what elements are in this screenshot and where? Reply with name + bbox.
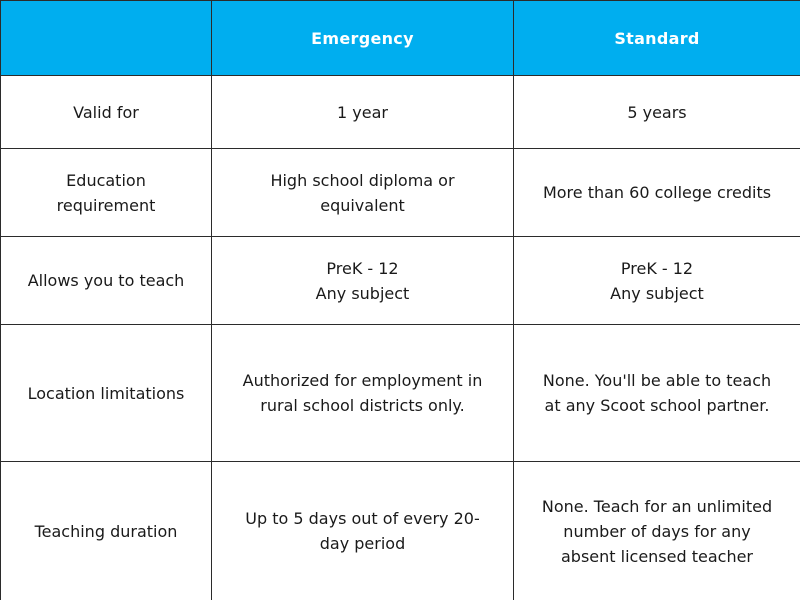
emergency-cell [212,76,514,149]
standard-text: absent licensed teacher [560,546,753,566]
row-label-text: Teaching duration [34,521,178,541]
header-emergency: Emergency [212,1,514,76]
standard-text: 5 years [627,102,687,122]
emergency-text: 1 year [337,102,388,122]
emergency-cell [212,237,514,325]
standard-cell [514,149,800,237]
row-label-text: Education [66,170,146,190]
emergency-text: High school diploma or [270,170,455,190]
row-label [1,325,212,462]
standard-text: None. Teach for an unlimited [541,496,773,516]
row-education-requirement [1,149,800,237]
row-location-limitations [1,325,800,462]
emergency-text: Any subject [315,283,410,303]
row-label-text: requirement [56,195,156,215]
standard-text: number of days for any [563,521,751,541]
emergency-text: PreK - 12 [326,258,399,278]
emergency-text: equivalent [320,195,405,215]
standard-cell [514,462,800,600]
emergency-text: Authorized for employment in [242,371,483,390]
row-label [1,149,212,237]
emergency-text: Up to 5 days out of every 20- [245,509,480,528]
standard-text: at any Scoot school partner. [544,396,770,415]
row-label [1,76,212,149]
standard-text: More than 60 college credits [542,183,772,202]
emergency-cell [212,462,514,600]
standard-cell [514,237,800,325]
row-label-text: Allows you to teach [27,271,185,290]
row-valid-for [1,76,800,149]
header-standard: Standard [514,1,800,76]
row-label-text: Valid for [73,102,139,122]
standard-text: PreK - 12 [620,258,694,278]
emergency-text: day period [319,534,406,553]
row-label-text: Location limitations [27,383,185,403]
row-label [1,462,212,600]
standard-cell [514,325,800,462]
emergency-cell [212,325,514,462]
emergency-text: rural school districts only. [260,396,465,415]
standard-text: Any subject [610,283,704,303]
header-row [1,1,800,76]
row-allows-you-to-teach [1,237,800,325]
row-teaching-duration [1,462,800,600]
row-label [1,237,212,325]
standard-text: None. You'll be able to teach [542,371,772,390]
header-corner-cell [1,1,212,76]
emergency-cell [212,149,514,237]
standard-cell [514,76,800,149]
